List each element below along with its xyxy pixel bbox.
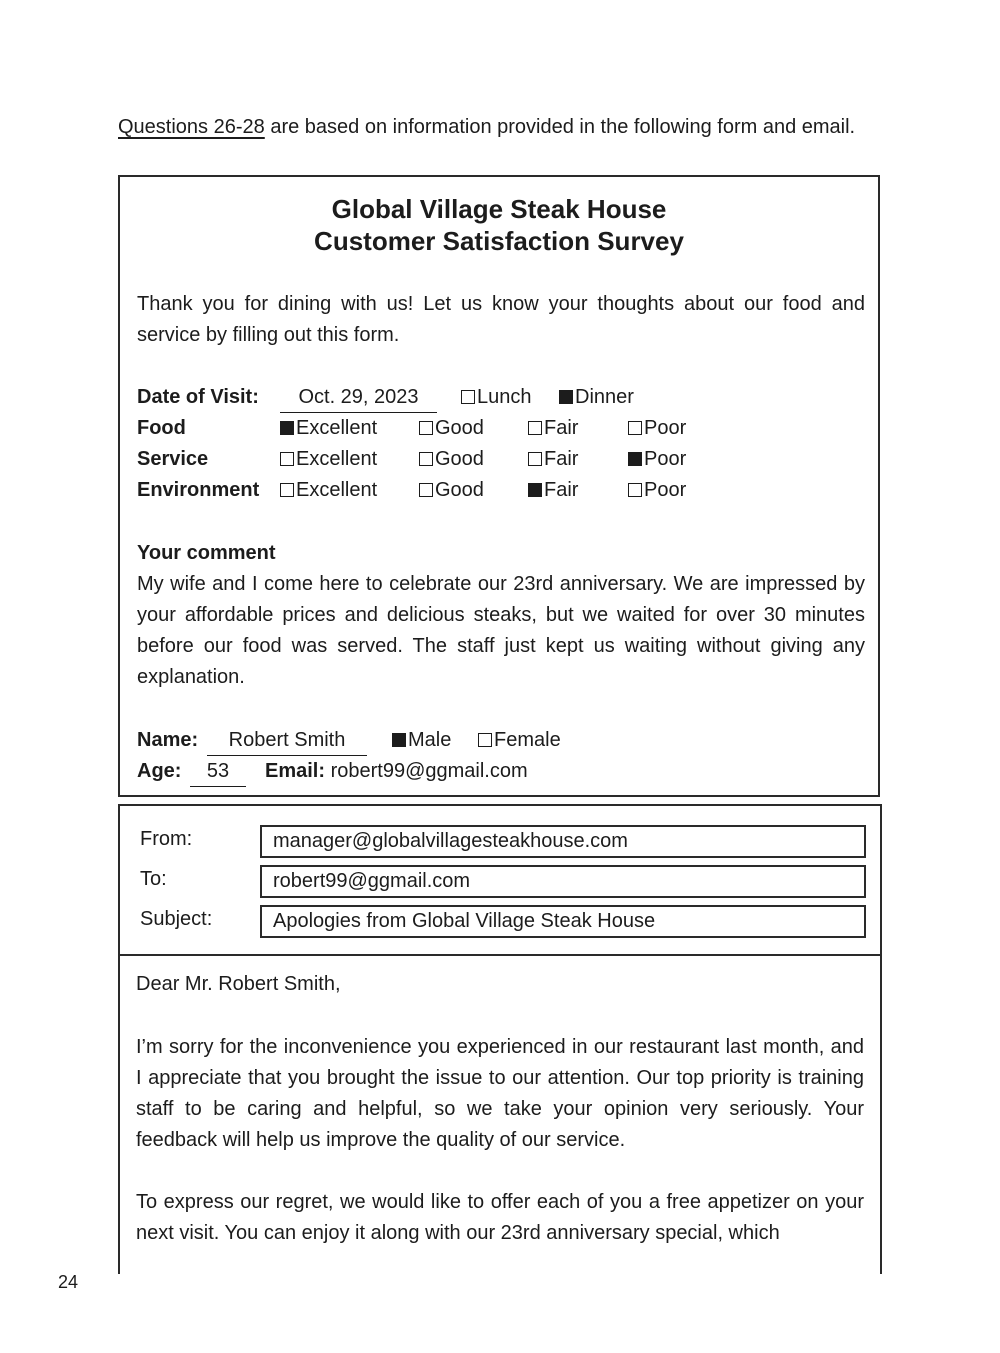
rating-option-label: Excellent: [296, 448, 378, 470]
email-paragraph-2: To express our regret, we would like to offer each of you a free appetizer on your next visit. You can enjoy it along with our 23rd anniversary special, which: [136, 1191, 864, 1244]
rating-food-poor[interactable]: [628, 413, 686, 444]
email-divider: [120, 954, 880, 956]
rating-option-label: Excellent: [296, 479, 378, 501]
checkbox-service-excellent[interactable]: [280, 452, 294, 466]
gender-male-option[interactable]: [392, 725, 451, 756]
checkbox-food-good[interactable]: [419, 421, 433, 435]
rating-option-label: Good: [435, 448, 484, 470]
rating-environment-good[interactable]: [419, 475, 484, 506]
survey-form: [118, 175, 880, 797]
rating-service-fair[interactable]: [528, 444, 578, 475]
rating-option-label: Poor: [644, 417, 687, 439]
email-message: [118, 804, 882, 1274]
page-number: 24: [58, 1272, 79, 1292]
survey-title: [120, 193, 878, 257]
to-label: To:: [140, 868, 167, 890]
rating-environment-excellent[interactable]: [280, 475, 377, 506]
gender-female-option[interactable]: [478, 725, 561, 756]
lunch-label: Lunch: [477, 386, 532, 408]
rating-option-label: Poor: [644, 479, 687, 501]
name-field: Robert Smith: [207, 725, 367, 756]
rating-food-excellent[interactable]: [280, 413, 377, 444]
checkbox-service-good[interactable]: [419, 452, 433, 466]
comment-text: My wife and I come here to celebrate our 23rd anniversary. We are impressed by your affordable prices and delicious steaks, but we waited for over 30 minutes before our food was served. The staff just kept us waiting without giving any explanation.: [137, 573, 865, 688]
rating-environment-fair[interactable]: [528, 475, 578, 506]
date-label: Date of Visit:: [137, 386, 259, 408]
from-label: From:: [140, 828, 193, 850]
meal-lunch-option[interactable]: [461, 382, 532, 413]
checkbox-food-poor[interactable]: [628, 421, 642, 435]
rating-option-label: Fair: [544, 417, 579, 439]
survey-intro-text: Thank you for dining with us! Let us know your thoughts about our food and service by filling out this form.: [137, 293, 865, 346]
checkbox-male[interactable]: [392, 733, 406, 747]
rating-label-service: Service: [137, 448, 209, 470]
checkbox-dinner[interactable]: [559, 390, 573, 404]
checkbox-environment-poor[interactable]: [628, 483, 642, 497]
checkbox-environment-good[interactable]: [419, 483, 433, 497]
email-value: robert99@ggmail.com: [330, 760, 528, 782]
age-label: Age:: [137, 760, 182, 782]
rating-service-good[interactable]: [419, 444, 484, 475]
checkbox-service-poor[interactable]: [628, 452, 642, 466]
rating-option-label: Good: [435, 479, 484, 501]
rating-service-poor[interactable]: [628, 444, 686, 475]
rating-option-label: Fair: [544, 448, 579, 470]
rating-option-label: Good: [435, 417, 484, 439]
survey-title-line2: Customer Satisfaction Survey: [314, 226, 684, 256]
rating-option-label: Excellent: [296, 417, 378, 439]
to-field: robert99@ggmail.com: [260, 865, 866, 898]
dinner-label: Dinner: [575, 386, 634, 408]
checkbox-female[interactable]: [478, 733, 492, 747]
comment-label: Your comment: [137, 542, 276, 564]
name-label: Name:: [137, 729, 199, 751]
age-field: 53: [190, 756, 246, 787]
meal-dinner-option[interactable]: [559, 382, 634, 413]
checkbox-service-fair[interactable]: [528, 452, 542, 466]
rating-label-environment: Environment: [137, 479, 260, 501]
email-label: Email:: [265, 760, 326, 782]
female-label: Female: [494, 729, 561, 751]
rating-service-excellent[interactable]: [280, 444, 377, 475]
rating-option-label: Fair: [544, 479, 579, 501]
rating-food-fair[interactable]: [528, 413, 578, 444]
checkbox-food-excellent[interactable]: [280, 421, 294, 435]
question-intro-text: are based on information provided in the following form and email.: [264, 116, 856, 138]
rating-label-food: Food: [137, 417, 186, 439]
rating-food-good[interactable]: [419, 413, 484, 444]
email-paragraph-1: I’m sorry for the inconvenience you experienced in our restaurant last month, and I appreciate that you brought the issue to our attention. Our top priority is training staff to be caring and helpful, so we take your opinion very seriously. Your feedback will help us improve the quality of our service.: [136, 1036, 864, 1151]
rating-option-label: Poor: [644, 448, 687, 470]
email-greeting: Dear Mr. Robert Smith,: [136, 973, 341, 995]
rating-environment-poor[interactable]: [628, 475, 686, 506]
from-field: manager@globalvillagesteakhouse.com: [260, 825, 866, 858]
survey-email: [265, 756, 528, 787]
male-label: Male: [408, 729, 452, 751]
checkbox-food-fair[interactable]: [528, 421, 542, 435]
checkbox-environment-excellent[interactable]: [280, 483, 294, 497]
date-field: Oct. 29, 2023: [280, 382, 437, 413]
checkbox-environment-fair[interactable]: [528, 483, 542, 497]
subject-label: Subject:: [140, 908, 213, 930]
survey-title-line1: Global Village Steak House: [331, 194, 667, 224]
question-reference: Questions 26-28: [118, 116, 265, 138]
subject-field: Apologies from Global Village Steak House: [260, 905, 866, 938]
checkbox-lunch[interactable]: [461, 390, 475, 404]
question-intro: [118, 116, 855, 139]
